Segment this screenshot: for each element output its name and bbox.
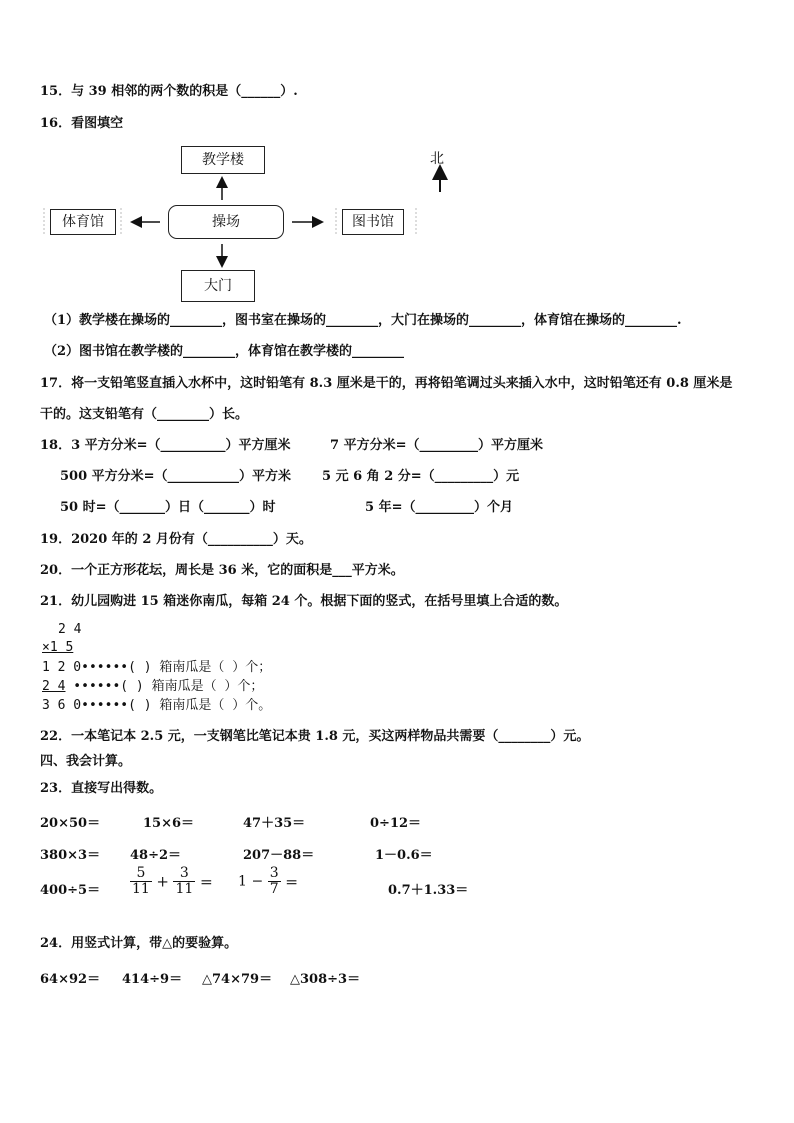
- question-20: [40, 563, 404, 579]
- calc-item: 414÷9＝: [122, 972, 183, 987]
- question-18-b: 7 平方分米=（_________）平方厘米: [330, 438, 543, 453]
- equals-sign: ＝: [285, 876, 299, 891]
- question-16-sub1: （1）教学楼在操场的________，图书室在操场的________，大门在操场的________，体育馆在操场的________.: [44, 313, 682, 328]
- numerator: 3: [173, 866, 195, 882]
- denominator: 11: [175, 881, 194, 897]
- label-caochang: 操场: [168, 205, 284, 239]
- calc-item: 1－0.6＝: [375, 848, 433, 863]
- fraction: [173, 866, 195, 897]
- question-20-blank: ___: [332, 563, 352, 578]
- label-damen: 大门: [181, 270, 255, 302]
- calc-row-4: [42, 679, 263, 695]
- calc-row-3: [42, 660, 271, 676]
- calc-row-3-text: ••••••( ) 箱南瓜是（ ）个；: [81, 660, 272, 675]
- calc-item: 47＋35＝: [243, 816, 306, 831]
- fraction-sum: [130, 866, 213, 897]
- calc-item: 0÷12＝: [370, 816, 422, 831]
- label-jiaoxuelou: 教学楼: [181, 146, 265, 174]
- label-tushuguan: 图书馆: [342, 209, 404, 235]
- question-15: 15．与 39 相邻的两个数的积是（______）.: [40, 84, 298, 99]
- calc-item: 64×92＝: [40, 972, 101, 987]
- question-18-c: 500 平方分米=（___________）平方米: [60, 469, 292, 484]
- fraction: [268, 866, 281, 897]
- question-22: 22．一本笔记本 2.5 元，一支钢笔比笔记本贵 1.8 元，买这两样物品共需要（________）元。: [40, 729, 590, 744]
- calc-row-5-num: 3 6 0: [42, 698, 82, 713]
- question-19: 19．2020 年的 2 月份有（__________）天。: [40, 532, 312, 547]
- fraction: [130, 866, 152, 897]
- question-20-text: 20．一个正方形花坛，周长是 36 米，它的面积是: [40, 563, 333, 578]
- question-24-title: 24．用竖式计算，带△的要验算。: [40, 936, 238, 951]
- question-18-e: 50 时=（_______）日（_______）时: [60, 500, 276, 515]
- question-18-a: 18．3 平方分米=（__________）平方厘米: [40, 438, 291, 453]
- question-17-line1: 17．将一支铅笔竖直插入水杯中，这时铅笔有 8.3 厘米是干的，再将铅笔调过头来插入水中，这时铅笔还有 0.8 厘米是: [40, 376, 733, 391]
- calc-item: △74×79＝: [202, 972, 273, 987]
- calc-item: 0.7＋1.33＝: [388, 883, 469, 898]
- question-17-line2: 干的。这支铅笔有（________）长。: [40, 407, 249, 422]
- question-21-title: 21．幼儿园购进 15 箱迷你南瓜，每箱 24 个。根据下面的竖式，在括号里填上合适的数。: [40, 594, 568, 609]
- calc-row-5: [42, 698, 271, 714]
- map-arrows: [0, 0, 794, 330]
- calc-item: 207－88＝: [243, 848, 315, 863]
- calc-row-3-num: 1 2 0: [42, 660, 82, 675]
- question-18-d: 5 元 6 角 2 分=（_________）元: [322, 469, 520, 484]
- calc-row-4-num: 2 4: [42, 679, 66, 694]
- north-label: 北: [430, 151, 444, 167]
- question-18-f: 5 年=（_________）个月: [365, 500, 513, 515]
- calc-item: 48÷2＝: [130, 848, 182, 863]
- question-16-sub2: （2）图书馆在教学楼的________，体育馆在教学楼的________: [44, 344, 405, 359]
- label-tiyuguan: 体育馆: [50, 209, 116, 235]
- denominator: 7: [269, 881, 279, 897]
- numerator: 5: [130, 866, 152, 882]
- whole-number: 1: [238, 873, 247, 890]
- calc-row-4-text: ••••••( ) 箱南瓜是（ ）个；: [65, 679, 264, 694]
- calc-item: △308÷3＝: [290, 972, 361, 987]
- calc-row-5-text: ••••••( ) 箱南瓜是（ ）个。: [81, 698, 272, 713]
- numerator: 3: [269, 865, 279, 881]
- calc-item: 400÷5＝: [40, 883, 101, 898]
- question-20-unit: 平方米。: [351, 563, 404, 578]
- question-23-title: 23．直接写出得数。: [40, 781, 163, 796]
- equals-sign: ＝: [199, 876, 213, 891]
- calc-item: 20×50＝: [40, 816, 101, 831]
- plus-sign: +: [156, 872, 169, 891]
- calc-row-2: ×1 5: [42, 640, 74, 655]
- fraction-diff: [238, 866, 298, 897]
- minus-sign: −: [251, 873, 264, 890]
- denominator: 11: [132, 881, 150, 897]
- section-4-title: 四、我会计算。: [40, 754, 132, 769]
- question-16-title: 16．看图填空: [40, 116, 124, 131]
- calc-item: 380×3＝: [40, 848, 101, 863]
- calc-item: 15×6＝: [143, 816, 195, 831]
- calc-row-1: 2 4: [58, 622, 82, 637]
